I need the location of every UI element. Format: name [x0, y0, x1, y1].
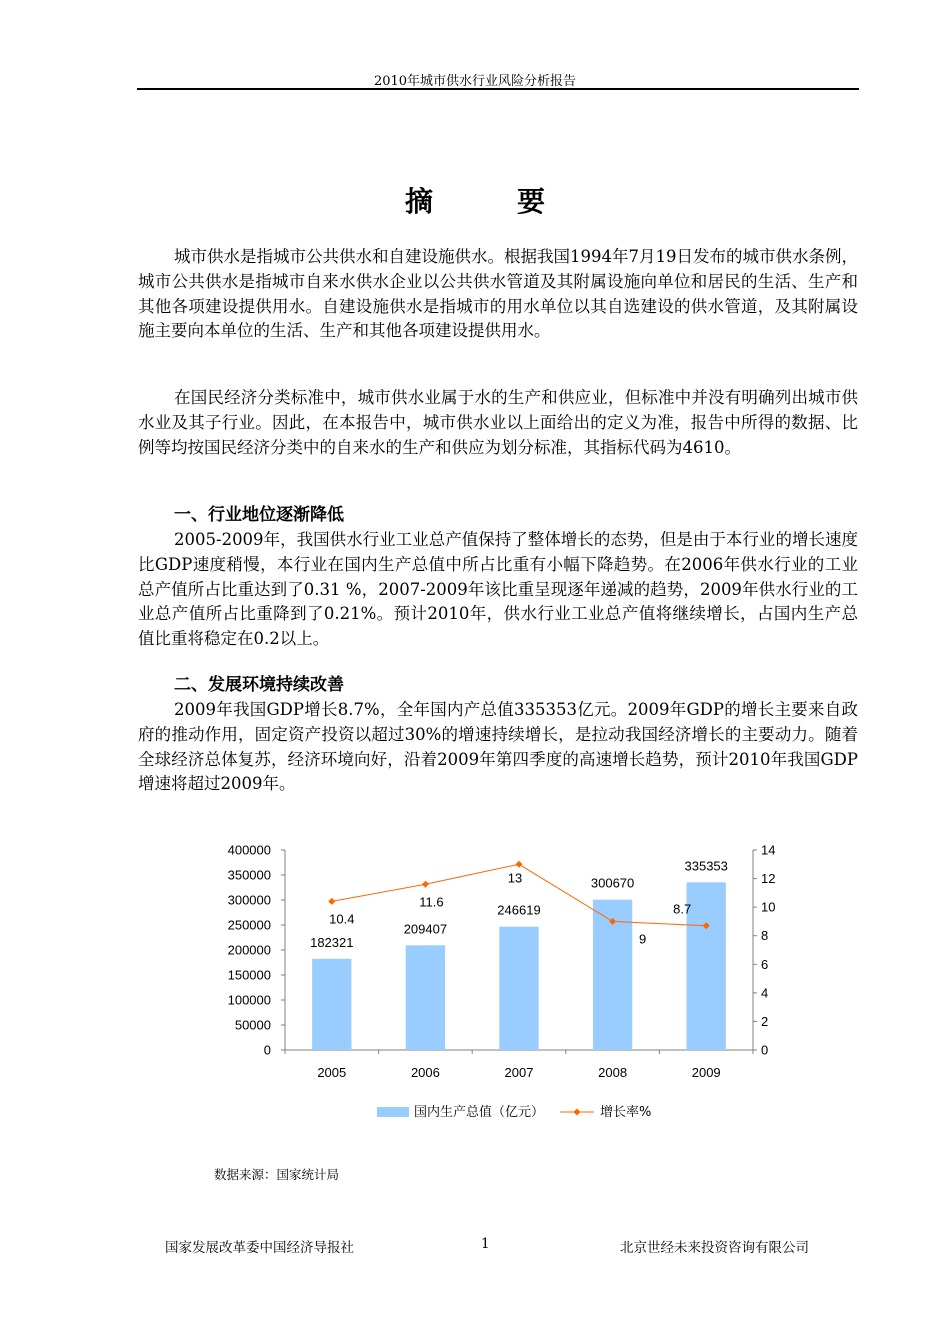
gdp-bar-label: 335353 — [684, 858, 728, 874]
growth-rate-marker — [328, 898, 335, 905]
right-y-tick-label: 14 — [761, 842, 776, 858]
legend-bar-label: 国内生产总值（亿元） — [414, 1105, 545, 1120]
gdp-bar — [406, 945, 445, 1050]
data-source-note: 数据来源：国家统计局 — [214, 1167, 340, 1182]
growth-rate-label: 11.6 — [419, 894, 444, 910]
section-heading-environment: 二、发展环境持续改善 — [174, 675, 344, 695]
x-tick-label: 2009 — [691, 1065, 721, 1080]
gdp-growth-chart — [200, 838, 790, 1138]
left-y-tick-label: 50000 — [234, 1017, 271, 1033]
legend-line-label: 增长率% — [600, 1105, 652, 1120]
growth-rate-label: 9 — [638, 931, 647, 947]
left-y-tick-label: 350000 — [227, 867, 271, 883]
left-y-tick-label: 200000 — [227, 942, 271, 958]
right-y-tick-label: 2 — [761, 1013, 769, 1029]
x-tick-label: 2005 — [317, 1065, 347, 1080]
page-number: 1 — [481, 1236, 490, 1252]
left-y-tick-label: 400000 — [227, 842, 271, 858]
right-y-tick-label: 4 — [761, 985, 769, 1001]
right-y-tick-label: 0 — [761, 1042, 769, 1058]
left-y-tick-label: 250000 — [227, 917, 271, 933]
right-y-tick-label: 8 — [761, 928, 769, 944]
x-tick-label: 2008 — [598, 1065, 628, 1080]
growth-rate-marker — [516, 861, 523, 868]
left-y-tick-label: 0 — [263, 1042, 271, 1058]
legend-line-marker — [574, 1109, 581, 1116]
right-y-tick-label: 10 — [761, 899, 776, 915]
growth-rate-label: 8.7 — [673, 901, 692, 917]
section-heading-industry-status: 一、行业地位逐渐降低 — [174, 505, 344, 525]
right-y-tick-label: 6 — [761, 956, 769, 972]
gdp-bar-label: 300670 — [590, 875, 635, 891]
footer-company: 北京世经未来投资咨询有限公司 — [620, 1240, 809, 1256]
left-y-tick-label: 300000 — [227, 892, 271, 908]
gdp-bar — [687, 882, 726, 1050]
chart-svg — [200, 838, 790, 1138]
growth-rate-label: 10.4 — [329, 911, 355, 927]
gdp-bar-label: 182321 — [310, 934, 354, 950]
left-y-tick-label: 100000 — [227, 992, 271, 1008]
paragraph-definition: 城市供水是指城市公共供水和自建设施供水。根据我国1994年7月19日发布的城市供水条例，城市公共供水是指城市自来水供水企业以公共供水管道及其附属设施向单位和居民的生活、生产和其他各项建设提供用水。自建设施供水是指城市的用水单位以其自选建设的供水管道，及其附属设施主要向本单位的生活、生产和其他各项建设提供用水。 — [138, 247, 858, 341]
legend-bar-swatch — [377, 1107, 409, 1117]
footer-publisher: 国家发展改革委中国经济导报社 — [165, 1240, 354, 1256]
header-divider — [137, 88, 859, 90]
growth-rate-label: 13 — [507, 870, 523, 886]
gdp-bar-label: 209407 — [403, 921, 448, 937]
gdp-bar-label: 246619 — [497, 902, 541, 918]
paragraph-classification: 在国民经济分类标准中，城市供水业属于水的生产和供应业，但标准中并没有明确列出城市供水业及其子行业。因此，在本报告中，城市供水业以上面给出的定义为准，报告中所得的数据、比例等均按国民经济分类中的自来水的生产和供应为划分标准，其指标代码为4610。 — [138, 388, 858, 457]
right-y-tick-label: 12 — [761, 871, 776, 887]
report-header-title: 2010年城市供水行业风险分析报告 — [373, 74, 577, 89]
gdp-bar — [499, 927, 538, 1050]
x-tick-label: 2006 — [410, 1065, 440, 1080]
gdp-bar — [312, 959, 351, 1050]
page-title: 摘 要 — [404, 185, 573, 218]
x-tick-label: 2007 — [504, 1065, 534, 1080]
paragraph-industry-status: 2005-2009年，我国供水行业工业总产值保持了整体增长的态势，但是由于本行业的增长速度比GDP速度稍慢，本行业在国内生产总值中所占比重有小幅下降趋势。在2006年供水行业的工业总产值所占比重达到了0.31 %，2007-2009年该比重呈现逐年递减的趋势，2009年供水行业的工业总产值所占比重降到了0.21%。预计2010年，供水行业工业总产值将继续增长，占国内生产总值比重将稳定在0.2以上。 — [138, 530, 858, 649]
paragraph-environment: 2009年我国GDP增长8.7%，全年国内产总值335353亿元。2009年GDP的增长主要来自政府的推动作用，固定资产投资以超过30%的增速持续增长，是拉动我国经济增长的主要动力。随着全球经济总体复苏，经济环境向好，沿着2009年第四季度的高速增长趋势，预计2010年我国GDP增速将超过2009年。 — [138, 700, 858, 794]
growth-rate-marker — [422, 881, 429, 888]
left-y-tick-label: 150000 — [227, 967, 271, 983]
